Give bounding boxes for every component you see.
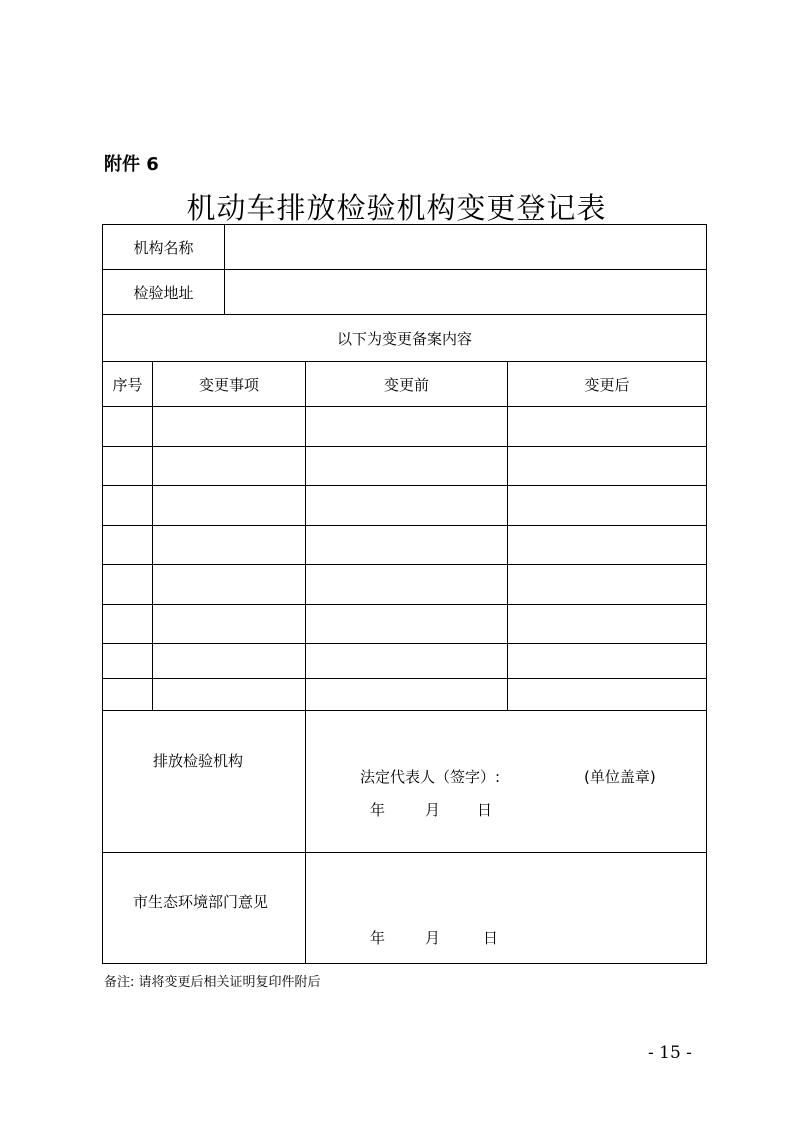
address-label: 检验地址: [133, 283, 194, 302]
column-header-after: 变更后: [584, 375, 630, 394]
org-name-field[interactable]: [225, 225, 706, 269]
env-date-month: 月: [425, 929, 441, 947]
institution-label: 排放检验机构: [153, 752, 244, 770]
env-dept-label: 市生态环境部门意见: [133, 893, 269, 911]
env-date-day: 日: [483, 929, 499, 947]
legal-rep-signature-label: 法定代表人（签字）:: [360, 768, 501, 786]
org-name-label: 机构名称: [133, 238, 194, 257]
seal-label: (单位盖章): [584, 768, 656, 786]
date-month: 月: [425, 801, 441, 819]
column-header-before: 变更前: [383, 375, 429, 394]
form-title: 机动车排放检验机构变更登记表: [186, 191, 607, 225]
date-year: 年: [370, 801, 386, 819]
footnote: 备注: 请将变更后相关证明复印件附后: [104, 975, 321, 990]
section-header: 以下为变更备案内容: [336, 329, 472, 348]
column-header-item: 变更事项: [198, 375, 259, 394]
page-number: - 15 -: [648, 1043, 692, 1063]
address-field[interactable]: [225, 270, 706, 314]
attachment-label: 附件 6: [104, 154, 159, 175]
column-header-index: 序号: [112, 375, 143, 394]
env-date-year: 年: [370, 929, 386, 947]
date-day: 日: [477, 801, 493, 819]
